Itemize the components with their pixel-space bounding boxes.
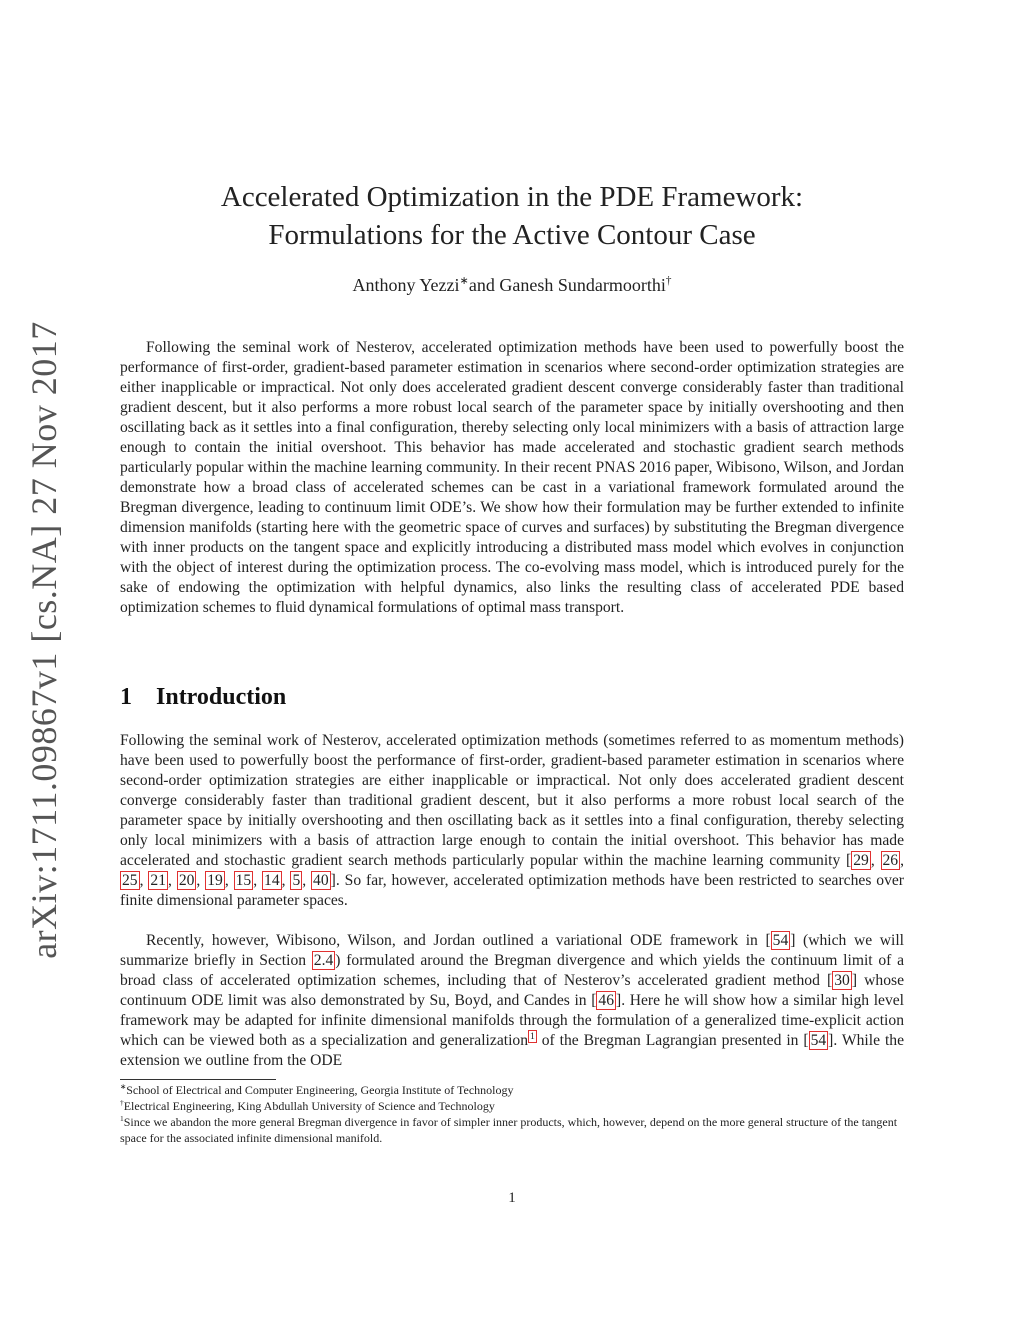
intro-paragraph-2: Recently, however, Wibisono, Wilson, and Jordan outlined a variational ODE framework in [ 54 ] (which we will summarize briefly in Section 2.4 ) formulated around the Bregman divergence and which yields the continuum limit of a broad class of accelerated optimization schemes, including that of Nesterov’s accelerated gradient method [ 30 ] whose continuum ODE limit was also demonstrated by Su, Boyd, and Candes in [ 46 ]. Here he will show how a similar high level framework may be adapted for infinite dimensional manifolds through the formulation of a generalized time-explicit action which can be viewed both as a specialization and generalization $^1$ of the Bregman Lagrangian presented in [ 54 ]. While the extension we outline from the ODE (120, 932, 905, 1069)
citation-link[interactable]: 29 (853, 852, 869, 869)
citation-link[interactable]: 21 (150, 872, 166, 889)
footnote-affiliation-1 (120, 1082, 904, 1098)
footnote-link[interactable]: 1 (530, 1030, 535, 1042)
paragraph-text: (which we will summarize briefly in Section (120, 932, 904, 969)
citation-link[interactable]: 26 (882, 852, 899, 869)
author-footnote-mark-2[interactable]: † (665, 275, 672, 287)
title-line-2: Formulations for the Active Contour Case (268, 219, 756, 251)
footnote-mark: ∗ (120, 1082, 127, 1091)
citation-link[interactable]: 14 (264, 872, 280, 889)
author-line (120, 275, 904, 296)
author-footnote-mark-1[interactable]: ∗ (459, 275, 469, 287)
section-title: Introduction (156, 684, 287, 710)
section-number: 1 (120, 684, 132, 710)
citation-link[interactable]: 40 (313, 872, 329, 889)
paragraph-text: . While the extension we outline from the ODE (120, 1032, 904, 1069)
footnote-mark: † (120, 1098, 124, 1107)
citation-link[interactable]: 25 (122, 872, 138, 889)
paragraph-text: . Here he will show how a similar high level framework may be adapted for infinite dimensional manifolds through the formulation of a generalized time-explicit action which can be viewed both as a specialization and generalization (120, 992, 904, 1049)
abstract: Following the seminal work of Nesterov, accelerated optimization methods have been used to powerfully boost the performance of first-order, gradient-based parameter estimation in scenarios where second-order optimization strategies are either inapplicable or impractical. Not only does accelerated gradient descent converge considerably faster than traditional gradient descent, but it also performs a more robust local search of the parameter space by initially overshooting and then oscillating back as it settles into a final configuration, thereby selecting only local minimizers with a basis of attraction large enough to contain the initial overshoot. This behavior has made accelerated and stochastic gradient search methods particularly popular within the machine learning community. In their recent PNAS 2016 paper, Wibisono, Wilson, and Jordan demonstrate how a broad class of accelerated schemes can be cast in a variational framework formulated around the Bregman divergence, leading to continuum limit ODE’s. We show how their formulation may be further extended to infinite dimension manifolds (starting here with the geometric space of curves and surfaces) by substituting the Bregman divergence with inner products on the tangent space and explicitly introducing a distributed mass model which evolves in conjunction with the object of interest during the optimization process. The co-evolving mass model, which is introduced purely for the sake of endowing the optimization with helpful dynamics, also links the resulting class of accelerated PDE based optimization schemes to fluid dynamical formulations of optimal mass transport. (120, 339, 904, 616)
paragraph-text: Following the seminal work of Nesterov, accelerated optimization methods (sometimes referred to as momentum methods) have been used to powerfully boost the performance of first-order, gradient-based parameter estimation in scenarios where second-order optimization strategies are either inapplicable or impractical. Not only does accelerated gradient descent converge considerably faster than traditional gradient descent, but it also performs a more robust local search of the parameter space by initially overshooting and then oscillating back as it settles into a final configuration, thereby selecting only local minimizers with a basis of attraction large enough to contain the initial overshoot. This behavior has made accelerated and stochastic gradient search methods particularly popular within the machine learning community (120, 732, 904, 869)
footnote-text: Electrical Engineering, King Abdullah University of Science and Technology (123, 1099, 495, 1113)
section-heading-introduction (120, 684, 286, 711)
citation-link[interactable]: 46 (598, 992, 615, 1009)
author-conjunction: and (468, 275, 500, 295)
paragraph-text: . So far, however, accelerated optimization methods have been restricted to searches over finite dimensional parameter spaces. (120, 872, 905, 909)
paragraph-text: Recently, however, Wibisono, Wilson, and Jordan outlined a variational ODE framework in (146, 932, 766, 949)
citation-link[interactable]: 20 (178, 872, 195, 889)
footnote-rule (120, 1079, 276, 1080)
section-link[interactable]: 2.4 (313, 952, 334, 969)
intro-paragraph-1: Following the seminal work of Nesterov, accelerated optimization methods (sometimes referred to as momentum methods) have been used to powerfully boost the performance of first-order, gradient-based parameter estimation in scenarios where second-order optimization strategies are either inapplicable or impractical. Not only does accelerated gradient descent converge considerably faster than traditional gradient descent, but it also performs a more robust local search of the parameter space by initially overshooting and then oscillating back as it settles into a final configuration, thereby selecting only local minimizers with a basis of attraction large enough to contain the initial overshoot. This behavior has made accelerated and stochastic gradient search methods particularly popular within the machine learning community [ 29 , 26 , 25 , 21 , 20 , 19 , 15 , 14 , 5 , 40 ]. So far, however, accelerated optimization methods have been restricted to searches over finite dimensional parameter spaces. (120, 732, 905, 909)
paragraph-text: of the Bregman Lagrangian presented in (536, 1032, 804, 1049)
footnote-text: Since we abandon the more general Bregman divergence in favor of simpler inner products, which, however, depend on the more general structure of the tangent space for the associated infinite dimensional manifold. (120, 1115, 898, 1145)
arxiv-identifier: arXiv:1711.09867v1 [cs.NA] 27 Nov 2017 (24, 321, 64, 959)
citation-link[interactable]: 19 (207, 872, 223, 889)
author-sundaramoorthi: Ganesh Sundarmoorthi (499, 275, 666, 295)
footnote-affiliation-2 (120, 1098, 904, 1114)
citation-link[interactable]: 15 (235, 872, 252, 889)
page-number: 1 (508, 1190, 516, 1206)
footnote-1 (120, 1114, 904, 1146)
paragraph-text: whose continuum ODE limit was also demonstrated by Su, Boyd, and Candes in (120, 972, 905, 1009)
paper-title (120, 178, 904, 254)
citation-link[interactable]: 54 (810, 1032, 827, 1049)
author-yezzi: Anthony Yezzi (352, 275, 460, 295)
citation-link[interactable]: 30 (834, 972, 850, 989)
citation-link[interactable]: 54 (772, 932, 789, 949)
footnote-mark: 1 (120, 1114, 124, 1123)
title-line-1: Accelerated Optimization in the PDE Framework: (220, 181, 804, 213)
footnotes (120, 1082, 904, 1146)
footnote-text: School of Electrical and Computer Engineering, Georgia Institute of Technology (126, 1083, 514, 1097)
citation-link[interactable]: 5 (292, 872, 301, 889)
paragraph-text: ) formulated around the Bregman divergence and which yields the continuum limit of a broad class of accelerated optimization schemes, including that of Nesterov’s accelerated gradient method (120, 952, 904, 989)
arxiv-sidebar-stamp (18, 321, 70, 959)
